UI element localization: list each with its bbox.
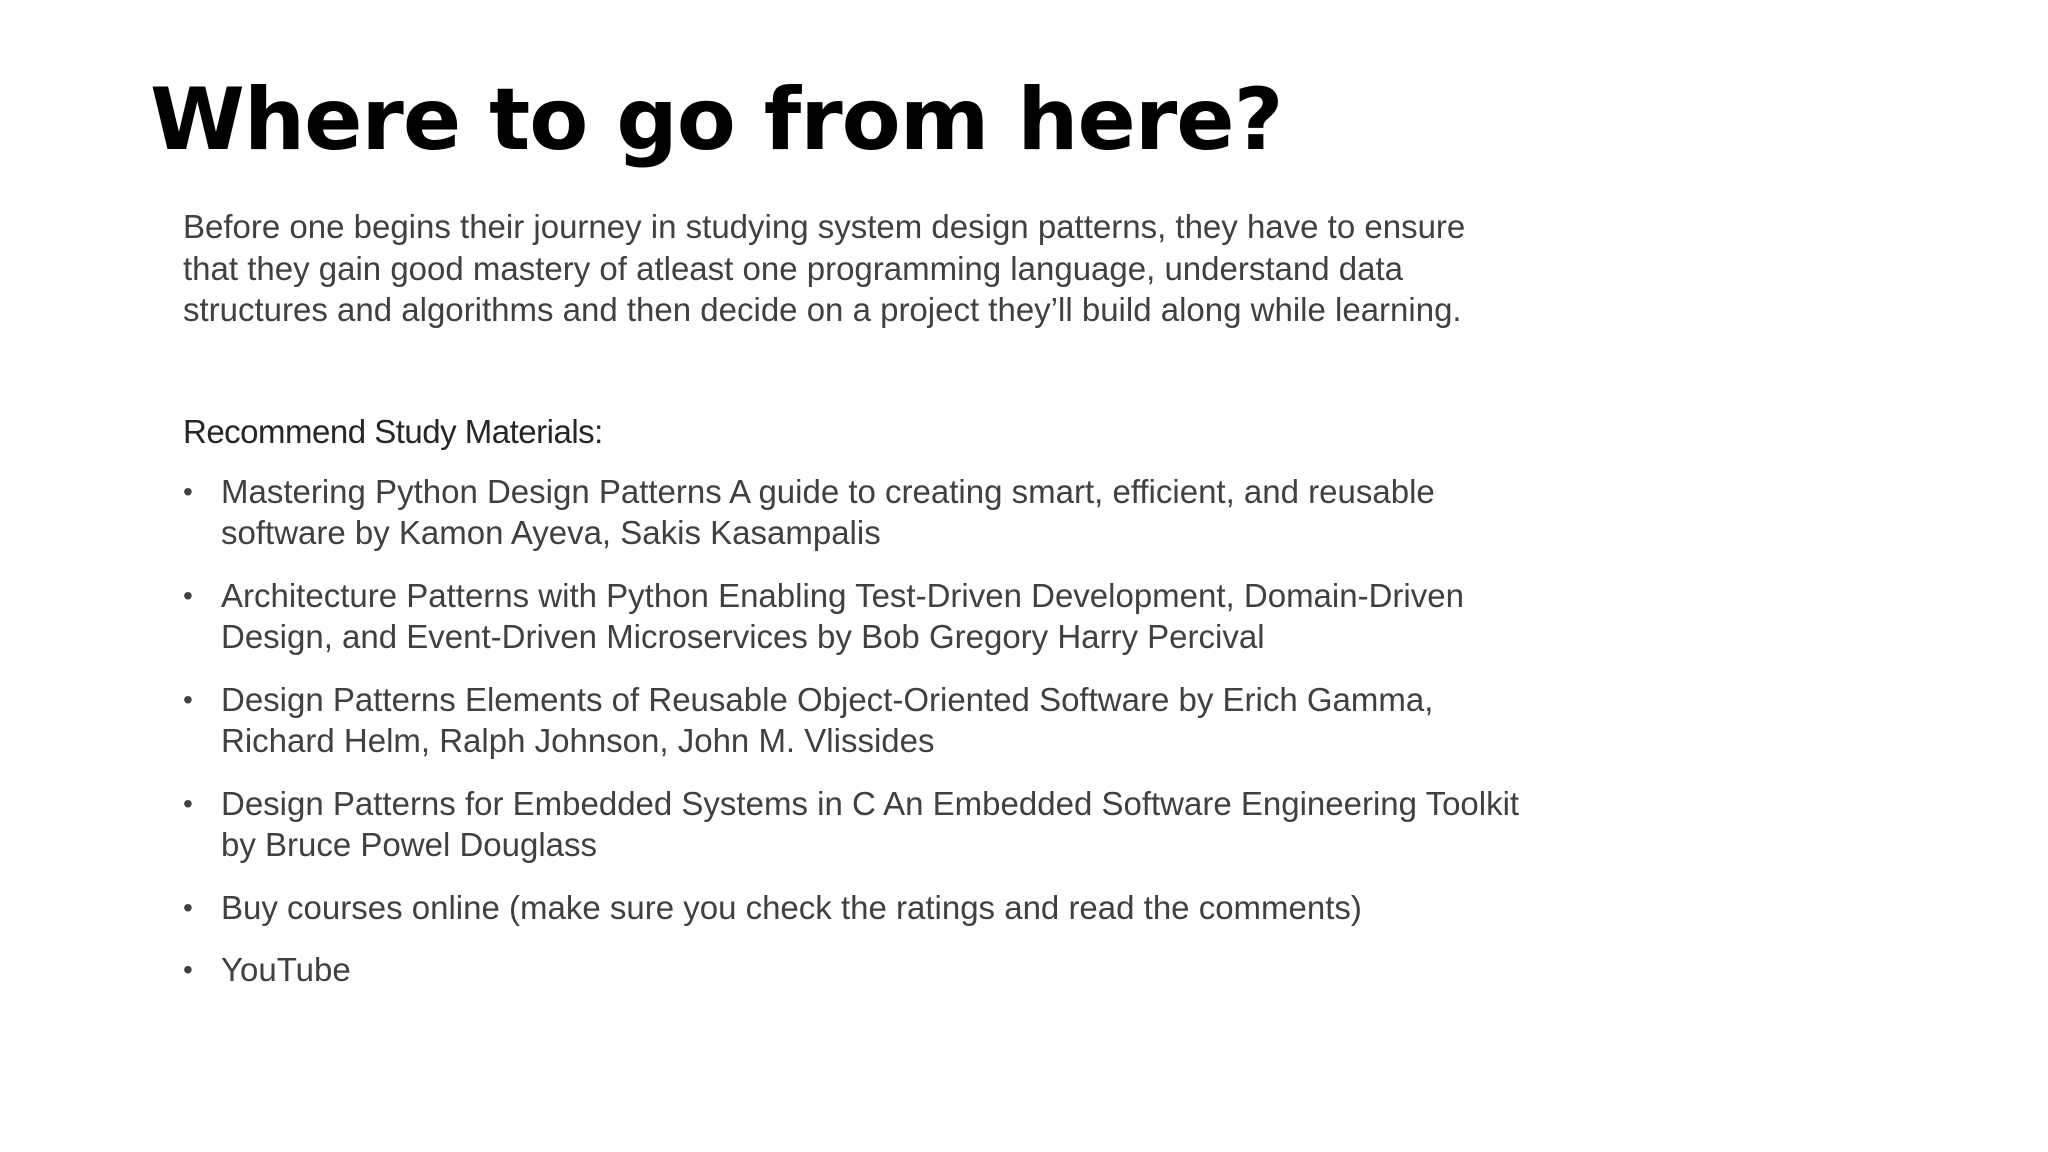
list-item-text: Design Patterns for Embedded Systems in C An Embedded Software Engineering Toolkit by Bruce Powel Douglass [221,784,1520,863]
materials-list [183,471,1523,991]
bullet-icon: • [183,891,193,923]
slide-title: Where to go from here? [150,70,1283,170]
materials-heading: Recommend Study Materials: [183,412,603,450]
bullet-icon: • [183,683,193,715]
bullet-icon: • [183,787,193,819]
list-item-text: YouTube [221,951,351,988]
list-item [183,949,1523,991]
bullet-icon: • [183,954,193,985]
intro-paragraph: Before one begins their journey in studying system design patterns, they have to ensure that they gain good mastery of atleast one programming language, understand data structures and algorithms and then decide on a project they’ll build along while learning. [183,208,1466,328]
list-item-text: Design Patterns Elements of Reusable Object-Oriented Software by Erich Gamma, Richard Helm, Ralph Johnson, John M. Vlissides [221,680,1434,759]
list-item [183,887,1523,929]
bullet-icon: • [183,579,193,611]
list-item [183,679,1523,762]
list-item [183,783,1523,866]
list-item-text: Architecture Patterns with Python Enabling Test-Driven Development, Domain-Driven Design, and Event-Driven Microservices by Bob Gregory Harry Percival [221,576,1464,655]
slide-body [183,206,1523,1012]
list-item-text: Buy courses online (make sure you check the ratings and read the comments) [221,888,1362,926]
list-item-text: Mastering Python Design Patterns A guide to creating smart, efficient, and reusable software by Kamon Ayeva, Sakis Kasampalis [221,472,1435,551]
list-item [183,471,1523,554]
list-item [183,575,1523,658]
bullet-icon: • [183,475,193,507]
